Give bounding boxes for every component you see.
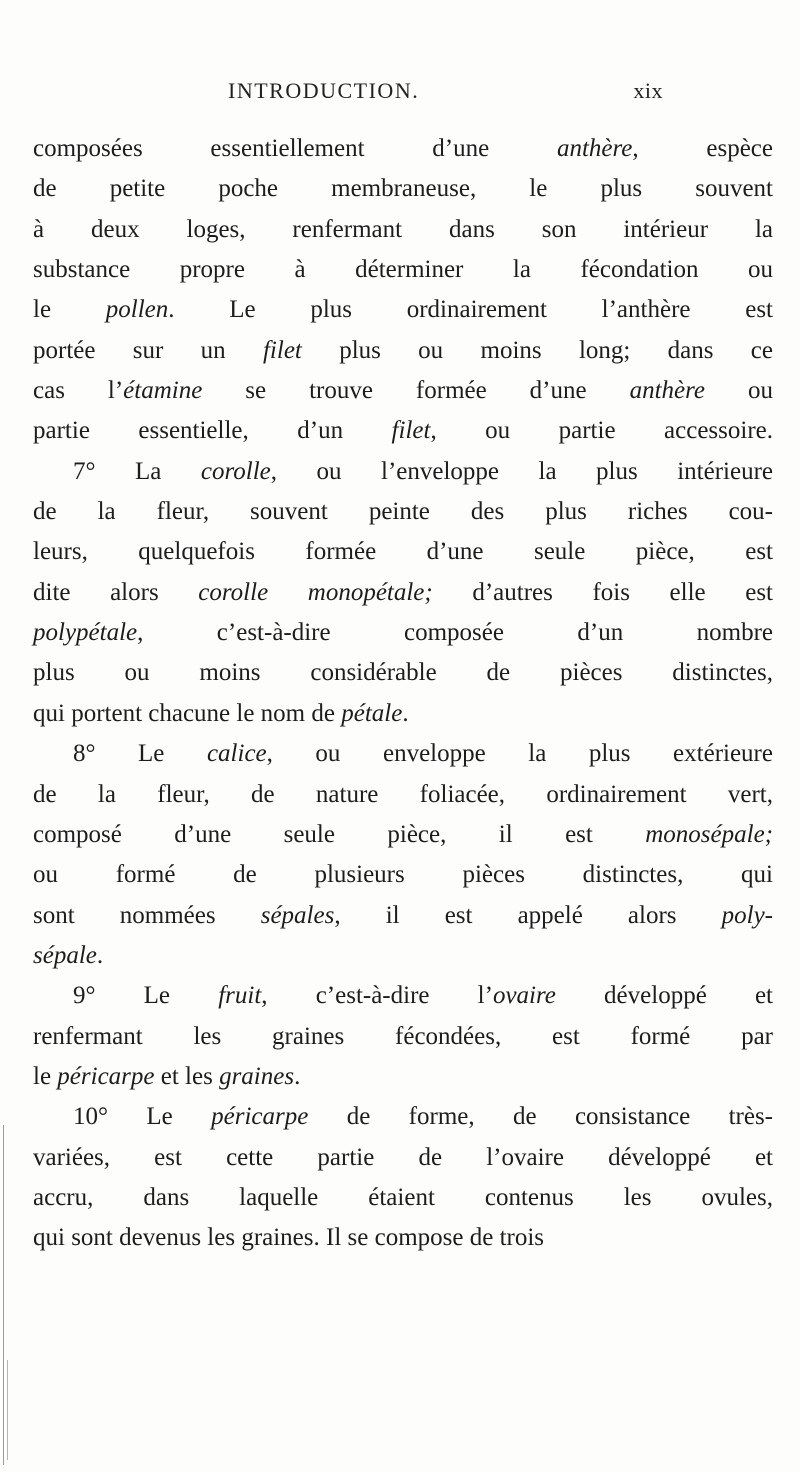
text-run: 9° Le	[73, 982, 219, 1010]
text-run: composées essentiellement d’une	[33, 135, 557, 162]
text-line	[33, 1097, 773, 1137]
italic-term: calice	[206, 740, 267, 768]
text-line	[33, 775, 773, 815]
text-run: de forme, de consistance très-	[308, 1103, 773, 1131]
text-run: qui sont devenus les graines. Il se compose de trois	[33, 1224, 545, 1252]
text-run: partie essentielle, d’un	[33, 417, 392, 445]
text-line	[33, 129, 773, 169]
text-line	[33, 1178, 773, 1218]
text-run: , ou partie accessoire.	[430, 417, 773, 445]
text-run: composé d’une seule pièce, il est	[33, 820, 646, 848]
text-run: , c’est-à-dire composée d’un nombre	[137, 619, 773, 647]
text-run: 7° La	[73, 457, 201, 485]
text-run: dite alors	[33, 578, 199, 606]
text-line	[33, 855, 773, 895]
text-line	[33, 613, 773, 653]
text-run: le	[33, 1062, 58, 1090]
text-line	[33, 1057, 773, 1097]
text-line	[33, 290, 773, 330]
text-line	[33, 976, 773, 1016]
text-line	[33, 331, 773, 371]
running-header	[228, 78, 663, 104]
body-text	[33, 129, 773, 1259]
text-run: .	[96, 941, 104, 969]
page-number: xix	[633, 78, 663, 103]
text-line	[33, 532, 773, 572]
text-run: 10° Le	[73, 1103, 212, 1131]
text-run: leurs, quelquefois formée d’une seule pièce, est	[33, 538, 773, 566]
italic-term: filet	[262, 336, 302, 364]
text-run: cas l’	[33, 377, 124, 405]
text-run: portée sur un	[33, 336, 263, 364]
text-line	[33, 411, 773, 451]
text-run: sont nommées	[33, 901, 261, 929]
italic-term: polypétale	[33, 619, 138, 647]
italic-term: monosépale;	[645, 820, 773, 848]
text-line	[33, 492, 773, 532]
italic-term: anthère	[629, 377, 706, 405]
italic-term: fruit	[218, 982, 262, 1010]
text-run: de la fleur, souvent peinte des plus riches cou-	[33, 498, 773, 526]
italic-term: étamine	[123, 377, 203, 405]
text-line	[33, 371, 773, 411]
text-run: , il est appelé alors	[334, 901, 722, 929]
text-run: de la fleur, de nature foliacée, ordinairement vert,	[33, 780, 773, 808]
text-run: se trouve formée d’une	[202, 377, 630, 405]
italic-term: sépale	[33, 941, 97, 969]
text-run: plus ou moins long; dans ce	[301, 336, 773, 364]
italic-term: corolle monopétale;	[198, 578, 433, 606]
margin-shadow-line	[3, 1125, 4, 1465]
text-line	[33, 452, 773, 492]
text-run: d’autres fois elle est	[432, 578, 773, 606]
text-run: de petite poche membraneuse, le plus souvent	[33, 175, 773, 203]
text-run: , ou l’enveloppe la plus intérieure	[270, 457, 774, 485]
text-run: , ou enveloppe la plus extérieure	[266, 740, 773, 768]
text-line	[33, 653, 773, 693]
text-line	[33, 936, 773, 976]
text-run: accru, dans laquelle étaient contenus les ovules,	[33, 1183, 773, 1211]
text-line	[33, 1017, 773, 1057]
text-line	[33, 734, 773, 774]
text-line	[33, 169, 773, 209]
italic-term: sépales	[260, 901, 335, 929]
text-run: , espèce	[632, 135, 773, 162]
text-run: 8° Le	[73, 740, 207, 768]
text-run: .	[294, 1062, 301, 1090]
text-run: ou formé de plusieurs pièces distinctes, qui	[33, 861, 773, 889]
italic-term: pétale	[341, 699, 403, 727]
text-run: , c’est-à-dire l’	[261, 982, 493, 1010]
text-run: renfermant les graines fécondées, est formé par	[33, 1022, 773, 1050]
text-run: .	[402, 699, 409, 727]
text-line	[33, 1138, 773, 1178]
italic-term: graines	[219, 1062, 295, 1090]
margin-shadow-line-2	[7, 1360, 8, 1460]
text-line	[33, 210, 773, 250]
text-run: substance propre à déterminer la fécondation ou	[33, 256, 773, 284]
text-line	[33, 896, 773, 936]
italic-term: filet	[391, 417, 431, 445]
text-run: . Le plus ordinairement l’anthère est	[168, 296, 773, 324]
text-run: qui portent chacune le nom de	[33, 699, 342, 727]
text-line	[33, 250, 773, 290]
italic-term: corolle	[200, 457, 271, 485]
text-run: à deux loges, renfermant dans son intérieur la	[33, 215, 773, 243]
header-title: INTRODUCTION.	[228, 78, 420, 103]
text-line	[33, 573, 773, 613]
text-line	[33, 1218, 773, 1258]
text-run: développé et	[555, 982, 773, 1010]
italic-term: pollen	[105, 296, 169, 324]
italic-term: poly-	[721, 901, 773, 929]
text-run: et les	[154, 1062, 220, 1090]
italic-term: anthère	[556, 135, 633, 162]
italic-term: ovaire	[492, 982, 556, 1010]
text-run: plus ou moins considérable de pièces distinctes,	[33, 659, 773, 687]
italic-term: péricarpe	[211, 1103, 309, 1131]
text-run: variées, est cette partie de l’ovaire développé et	[33, 1143, 773, 1171]
italic-term: péricarpe	[57, 1062, 155, 1090]
text-line	[33, 815, 773, 855]
text-run: le	[33, 296, 106, 324]
text-run: ou	[705, 377, 774, 405]
text-line	[33, 694, 773, 734]
